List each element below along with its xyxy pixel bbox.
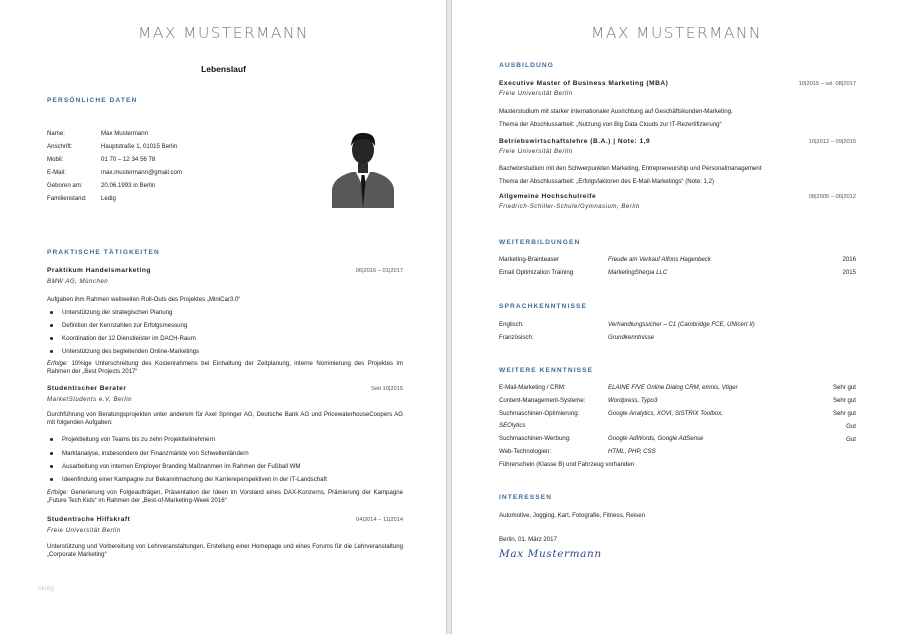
achievements-text: Generierung von Folgeaufträgen, Präsentation der Ideen im Vorstand eines DAX-Konzerns, Prämierung der Kampagne „Future Tech Kids“ im Rahmen der „Best-of-Marketing-Week 2016“ (47, 489, 403, 505)
training-provider: MarketingSherpa LLC (608, 269, 668, 276)
education-title: Betriebswirtschaftslehre (B.A.) | Note: 1,9 (499, 138, 651, 145)
skill-tools: HTML, PHP, CSS (608, 448, 656, 455)
job-organization: BMW AG, München (47, 278, 109, 285)
job-title: Praktikum Handelsmarketing (47, 267, 151, 274)
achievements-label: Erfolge: (47, 489, 69, 496)
place-and-date: Berlin, 01. März 2017 (499, 536, 557, 543)
practical-experience-heading: PRAKTISCHE TÄTIGKEITEN (47, 249, 160, 256)
job-task-item: Koordination der 12 Dienstleister im DACH-Raum (62, 335, 196, 342)
education-title: Allgemeine Hochschulreife (499, 193, 597, 200)
skill-tools: SEOlytics (499, 422, 526, 429)
job-date: 06|2016 – 01|2017 (355, 268, 403, 274)
skill-rating: Gut (846, 423, 856, 430)
applicant-name: MAX MUSTERMANN (138, 24, 309, 42)
job-organization: MarketStudents e.V, Berlin (47, 396, 133, 403)
personal-label: Familienstand: (47, 195, 87, 202)
job-task-item: Marktanalyse, insbesondere der Finanzmärkte von Schwellenländern (62, 450, 249, 457)
skill-name: Suchmaschinen-Werbung: (499, 435, 571, 442)
skill-tools: Google AdWords, Google AdSense (608, 435, 704, 442)
job-organization: Freie Universität Berlin (47, 527, 121, 534)
job-achievements (47, 360, 403, 377)
watermark: bloeg (38, 585, 54, 592)
training-year: 2015 (842, 269, 856, 276)
education-description: Bachelorstudium mit den Schwerpunkten Marketing, Entrepreneurship und Personalmanagement (499, 165, 762, 172)
interests-list: Automotive, Jogging, Kart, Fotografie, Fitness, Reisen (499, 512, 645, 519)
education-description: Masterstudium mit starker internationaler Ausrichtung auf Geschäftskunden-Marketing. (499, 108, 733, 115)
education-title: Executive Master of Business Marketing (MBA) (499, 80, 669, 87)
training-heading: WEITERBILDUNGEN (499, 239, 581, 246)
training-provider: Freude am Verkauf Alfons Hagenbeck (608, 256, 711, 263)
document-title: Lebenslauf (201, 64, 246, 74)
education-date: 10|2015 – vsl. 08|2017 (798, 81, 856, 87)
personal-value: max.mustermann@gmail.com (101, 169, 183, 176)
job-date: Seit 10|2015 (371, 386, 403, 392)
personal-label: E-Mail: (47, 169, 66, 176)
job-intro: Durchführung von Beratungsprojekten unter anderem für Axel Springer AG, Deutsche Bank AG und PricewaterhouseCoopers AG mit folgenden Aufgaben: (47, 411, 403, 427)
job-description: Unterstützung und Vorbereitung von Lehrveranstaltungen, Erstellung einer Homepage und eines Forums für die Lehrveranstaltung „Corporate Marketing“ (47, 543, 403, 559)
education-heading: AUSBILDUNG (499, 62, 554, 69)
personal-label: Name: (47, 130, 65, 137)
education-institution: Freie Universität Berlin (499, 148, 573, 155)
personal-label: Anschrift: (47, 143, 73, 150)
skill-name: Content-Management-Systeme: (499, 397, 586, 404)
language-level: Verhandlungssicher – C1 (Cambridge FCE, UNIcert II) (608, 321, 755, 328)
training-name: Marketing-Brainteaser (499, 256, 559, 263)
skill-rating: Sehr gut (832, 410, 856, 417)
education-date: 10|2012 – 09|2015 (808, 139, 856, 145)
personal-label: Mobil: (47, 156, 64, 163)
personal-label: Geboren am: (47, 182, 83, 189)
personal-data-heading: PERSÖNLICHE DATEN (47, 97, 138, 104)
cv-page-left (0, 0, 447, 634)
education-thesis: Thema der Abschlussarbeit: „Erfolgsfaktoren des E-Mail-Marketings“ (Note: 1,2) (499, 178, 715, 185)
language-level: Grundkenntnisse (608, 334, 655, 341)
skill-tools: Google Analytics, XOVI, SISTRIX Toolbox, (608, 410, 724, 417)
cv-page-right (451, 0, 900, 634)
further-skills-heading: WEITERE KENNTNISSE (499, 367, 594, 374)
training-name: Email Optimization Training (499, 269, 574, 276)
applicant-name: MAX MUSTERMANN (591, 24, 762, 42)
education-institution: Friedrich-Schiller-Schule/Gymnasium, Berlin (499, 203, 640, 210)
personal-value: Hauptstraße 1, 01015 Berlin (101, 143, 178, 150)
skill-name: E-Mail-Marketing / CRM: (499, 384, 566, 391)
interests-heading: INTERESSEN (499, 494, 553, 501)
education-date: 08|2005 – 06|2012 (808, 194, 856, 200)
job-date: 04|2014 – 11|2014 (356, 517, 403, 523)
skill-name: Suchmaschinen-Optimierung: (499, 410, 580, 417)
signature: Max Mustermann (499, 548, 602, 560)
education-institution: Freie Universität Berlin (499, 90, 573, 97)
drivers-license: Führerschein (Klasse B) und Fahrzeug vorhanden (499, 461, 635, 468)
personal-value: Max Mustermann (101, 130, 149, 137)
profile-photo-silhouette (330, 129, 396, 208)
job-task-item: Projektleitung von Teams bis zu zehn Projektteilnehmern (62, 436, 215, 443)
achievements-label: Erfolge: (47, 360, 69, 367)
job-task-item: Ideenfindung einer Kampagne zur Bekanntmachung der Karriereperspektiven in der IT-Landschaft (62, 476, 327, 483)
job-task-item: Ausarbeitung von internen Employer Branding Maßnahmen im Rahmen der Fußball WM (62, 463, 301, 470)
language-name: Französisch: (499, 334, 534, 341)
skill-rating: Sehr gut (832, 397, 856, 404)
job-task-item: Unterstützung der strategischen Planung (62, 309, 173, 316)
skill-name: Web-Technologien: (499, 448, 552, 455)
job-task-item: Definition der Kennzahlen zur Erfolgsmessung (62, 322, 188, 329)
skill-tools: ELAINE FIVE Online Dialog CRM, emnis, Vtiger (608, 384, 738, 391)
education-thesis: Thema der Abschlussarbeit: „Nutzung von Big Data Clouds zur IT-Rezertifizierung“ (499, 121, 722, 128)
language-name: Englisch: (499, 321, 524, 328)
job-achievements (47, 489, 403, 506)
personal-value: 01 70 – 12 34 56 78 (101, 156, 156, 163)
personal-value: 20.06.1993 in Berlin (101, 182, 156, 189)
job-task-item: Unterstützung des begleitenden Online-Marketings (62, 348, 200, 355)
job-title: Studentische Hilfskraft (47, 516, 131, 523)
skill-rating: Gut (846, 436, 856, 443)
personal-value: Ledig (101, 195, 116, 202)
achievements-text: 10%ige Unterschreitung des Kostenrahmens bei Einhaltung der Zeitplanung, interne Nominierung des Projektes im Rahmen der „Best Projects 2017“ (47, 360, 403, 376)
skill-rating: Sehr gut (832, 384, 856, 391)
job-intro: Aufgaben ihm Rahmen weltweiten Roll-Outs des Projektes „MiniCar3.0“ (47, 296, 241, 303)
skill-tools: Wordpress, Typo3 (608, 397, 658, 404)
job-title: Studentischer Berater (47, 385, 127, 392)
languages-heading: SPRACHKENNTNISSE (499, 303, 587, 310)
training-year: 2016 (842, 256, 856, 263)
